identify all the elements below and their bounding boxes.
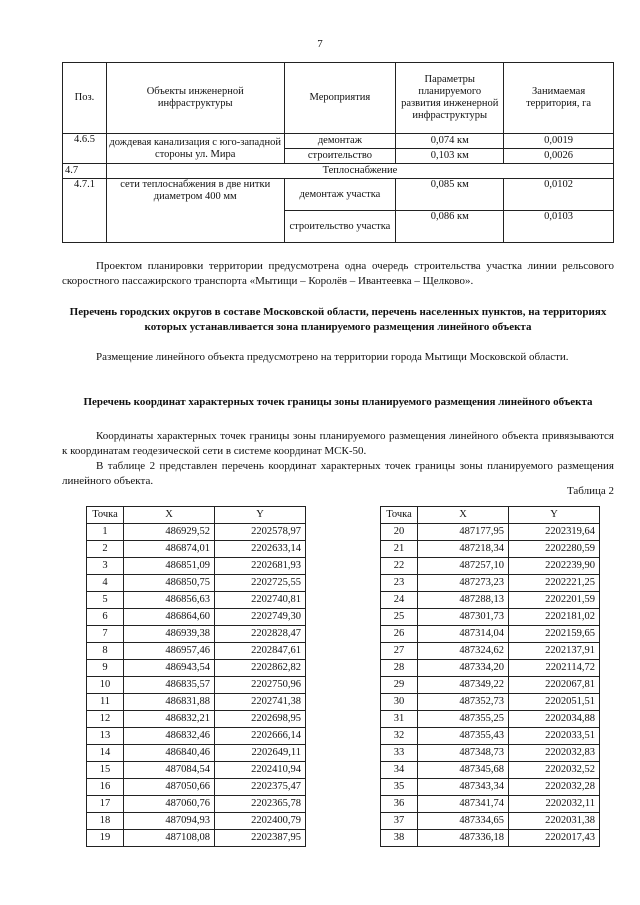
infrastructure-table [62,62,614,243]
coord-y: 2202280,59 [509,541,600,558]
heading-coordinates: Перечень координат характерных точек границы зоны планируемого размещения линейного объекта [83,396,593,408]
header-x: X [418,507,509,524]
coord-x: 487301,73 [418,609,509,626]
coord-x: 487324,62 [418,643,509,660]
coordinate-row [87,745,306,762]
coord-x: 487257,10 [418,558,509,575]
header-area: Занимаемая территория, га [504,63,614,134]
point-number: 10 [87,677,124,694]
coord-y: 2202033,51 [509,728,600,745]
coord-x: 486856,63 [124,592,215,609]
coord-x: 486929,52 [124,524,215,541]
point-number: 37 [381,813,418,830]
coord-y: 2202862,82 [215,660,306,677]
point-number: 18 [87,813,124,830]
coord-x: 487060,76 [124,796,215,813]
coord-y: 2202159,65 [509,626,600,643]
cell-action: строительство участка [284,211,396,243]
coord-y: 2202410,94 [215,762,306,779]
coord-x: 486840,46 [124,745,215,762]
coordinate-row [381,694,600,711]
coordinate-row [87,694,306,711]
coord-y: 2202649,11 [215,745,306,762]
point-number: 24 [381,592,418,609]
point-number: 2 [87,541,124,558]
coord-y: 2202319,64 [509,524,600,541]
coord-y: 2202032,28 [509,779,600,796]
point-number: 13 [87,728,124,745]
paragraph-stage: Проектом планировки территории предусмотрена одна очередь строительства участка линии рельсового скоростного пассажирского транспорта «Мытищи – Королёв – Ивантеевка – Щелково». [62,260,614,287]
coordinate-row [87,592,306,609]
coord-y: 2202114,72 [509,660,600,677]
header-pos: Поз. [63,63,107,134]
coord-y: 2202137,91 [509,643,600,660]
coordinate-row [381,711,600,728]
coord-y: 2202750,96 [215,677,306,694]
coord-x: 487084,54 [124,762,215,779]
coord-y: 2202400,79 [215,813,306,830]
header-action: Мероприятия [284,63,396,134]
coordinates-table-left [86,506,306,847]
point-number: 27 [381,643,418,660]
coordinate-row [381,524,600,541]
header-point: Точка [87,507,124,524]
coordinate-row [381,541,600,558]
coord-y: 2202239,90 [509,558,600,575]
coordinate-row [87,643,306,660]
point-number: 26 [381,626,418,643]
header-y: Y [215,507,306,524]
coord-x: 487336,18 [418,830,509,847]
coord-x: 486939,38 [124,626,215,643]
point-number: 21 [381,541,418,558]
coord-y: 2202365,78 [215,796,306,813]
header-object: Объекты инженерной инфраструктуры [106,63,284,134]
point-number: 15 [87,762,124,779]
table-label: Таблица 2 [566,485,614,497]
coord-y: 2202034,88 [509,711,600,728]
coord-x: 487218,34 [418,541,509,558]
coordinate-row [87,609,306,626]
coord-x: 487345,68 [418,762,509,779]
coord-y: 2202017,43 [509,830,600,847]
coordinate-row [381,592,600,609]
cell-area: 0,0103 [504,211,614,243]
point-number: 12 [87,711,124,728]
coord-y: 2202032,11 [509,796,600,813]
coordinate-row [381,575,600,592]
coord-y: 2202067,81 [509,677,600,694]
coord-y: 2202032,52 [509,762,600,779]
header-x: X [124,507,215,524]
cell-param: 0,086 км [396,211,504,243]
point-number: 30 [381,694,418,711]
coord-x: 487314,04 [418,626,509,643]
cell-param: 0,074 км [396,134,504,149]
coordinate-row [87,728,306,745]
coordinate-row [381,796,600,813]
cell-param: 0,085 км [396,179,504,211]
cell-action: демонтаж участка [284,179,396,211]
coord-x: 487355,43 [418,728,509,745]
coord-y: 2202181,02 [509,609,600,626]
coordinate-row [87,558,306,575]
coord-x: 486832,21 [124,711,215,728]
coordinate-row [381,728,600,745]
coordinate-row [87,677,306,694]
point-number: 33 [381,745,418,762]
coordinate-row [87,762,306,779]
point-number: 35 [381,779,418,796]
coord-x: 486957,46 [124,643,215,660]
coordinate-row [87,524,306,541]
coord-y: 2202741,38 [215,694,306,711]
coord-y: 2202578,97 [215,524,306,541]
coord-x: 486943,54 [124,660,215,677]
coord-y: 2202725,55 [215,575,306,592]
coordinate-row [381,558,600,575]
coord-y: 2202031,38 [509,813,600,830]
coord-x: 487273,23 [418,575,509,592]
cell-area: 0,0019 [504,134,614,149]
coordinate-row [381,779,600,796]
point-number: 32 [381,728,418,745]
paragraph-location: Размещение линейного объекта предусмотрено на территории города Мытищи Московской области. [96,351,569,363]
coordinate-row [87,830,306,847]
point-number: 19 [87,830,124,847]
point-number: 29 [381,677,418,694]
cell-action: демонтаж [284,134,396,149]
coord-x: 487177,95 [418,524,509,541]
coord-x: 487334,20 [418,660,509,677]
cell-pos: 4.7 [63,164,107,179]
point-number: 11 [87,694,124,711]
point-number: 36 [381,796,418,813]
coord-x: 486850,75 [124,575,215,592]
coord-y: 2202633,14 [215,541,306,558]
point-number: 28 [381,660,418,677]
point-number: 31 [381,711,418,728]
coord-x: 487341,74 [418,796,509,813]
cell-param: 0,103 км [396,149,504,164]
point-number: 38 [381,830,418,847]
point-number: 14 [87,745,124,762]
point-number: 6 [87,609,124,626]
coordinate-row [381,813,600,830]
coordinates-table-right [380,506,600,847]
coord-y: 2202847,61 [215,643,306,660]
point-number: 5 [87,592,124,609]
cell-object: дождевая канализация с юго-западной стороны ул. Мира [106,134,284,164]
point-number: 23 [381,575,418,592]
coord-x: 486851,09 [124,558,215,575]
cell-area: 0,0026 [504,149,614,164]
coord-x: 486835,57 [124,677,215,694]
header-y: Y [509,507,600,524]
point-number: 20 [381,524,418,541]
point-number: 22 [381,558,418,575]
coord-x: 487352,73 [418,694,509,711]
coord-y: 2202828,47 [215,626,306,643]
page-number: 7 [317,38,323,50]
point-number: 4 [87,575,124,592]
coord-x: 486831,88 [124,694,215,711]
point-number: 1 [87,524,124,541]
point-number: 8 [87,643,124,660]
cell-pos: 4.7.1 [63,179,107,243]
coord-y: 2202749,30 [215,609,306,626]
point-number: 7 [87,626,124,643]
coordinate-row [381,643,600,660]
point-number: 17 [87,796,124,813]
coord-y: 2202698,95 [215,711,306,728]
cell-action: строительство [284,149,396,164]
coordinate-row [381,626,600,643]
coord-y: 2202387,95 [215,830,306,847]
header-point: Точка [381,507,418,524]
coordinate-row [87,541,306,558]
coord-x: 487343,34 [418,779,509,796]
point-number: 3 [87,558,124,575]
coord-x: 486832,46 [124,728,215,745]
coordinate-row [87,626,306,643]
coordinate-row [381,762,600,779]
coordinate-row [87,575,306,592]
coord-y: 2202375,47 [215,779,306,796]
coordinate-row [87,711,306,728]
coordinate-row [87,796,306,813]
point-number: 16 [87,779,124,796]
header-parameters: Параметры планируемого развития инженерной инфраструктуры [396,63,504,134]
coordinate-row [381,830,600,847]
coordinate-row [381,677,600,694]
coord-x: 487355,25 [418,711,509,728]
coord-y: 2202051,51 [509,694,600,711]
coord-x: 487094,93 [124,813,215,830]
coord-y: 2202666,14 [215,728,306,745]
coord-x: 487108,08 [124,830,215,847]
coord-x: 486864,60 [124,609,215,626]
coord-x: 486874,01 [124,541,215,558]
heading-districts: Перечень городских округов в составе Московской области, перечень населенных пунктов, на территориях которых устанавливается зона планируемого размещения линейного объекта [69,306,607,333]
coord-y: 2202201,59 [509,592,600,609]
coordinate-row [381,609,600,626]
coord-y: 2202032,83 [509,745,600,762]
cell-object: сети теплоснабжения в две нитки диаметром 400 мм [106,179,284,243]
cell-pos: 4.6.5 [63,134,107,164]
section-title: Теплоснабжение [106,164,613,179]
coordinate-row [87,779,306,796]
point-number: 25 [381,609,418,626]
coord-y: 2202740,81 [215,592,306,609]
coordinate-row [87,660,306,677]
point-number: 9 [87,660,124,677]
point-number: 34 [381,762,418,779]
coord-y: 2202681,93 [215,558,306,575]
cell-area: 0,0102 [504,179,614,211]
coord-x: 487050,66 [124,779,215,796]
coord-x: 487288,13 [418,592,509,609]
coord-y: 2202221,25 [509,575,600,592]
coord-x: 487334,65 [418,813,509,830]
coordinate-row [87,813,306,830]
coordinate-row [381,745,600,762]
coordinate-row [381,660,600,677]
paragraph-coordinates: Координаты характерных точек границы зоны планируемого размещения линейного объекта привязываются к координатам геодезической сети в системе координат МСК-50. В таблице 2 представлен перечень координат характерных точек границы зоны планируемого размещения линейного объекта. [62,430,614,487]
coord-x: 487349,22 [418,677,509,694]
coord-x: 487348,73 [418,745,509,762]
